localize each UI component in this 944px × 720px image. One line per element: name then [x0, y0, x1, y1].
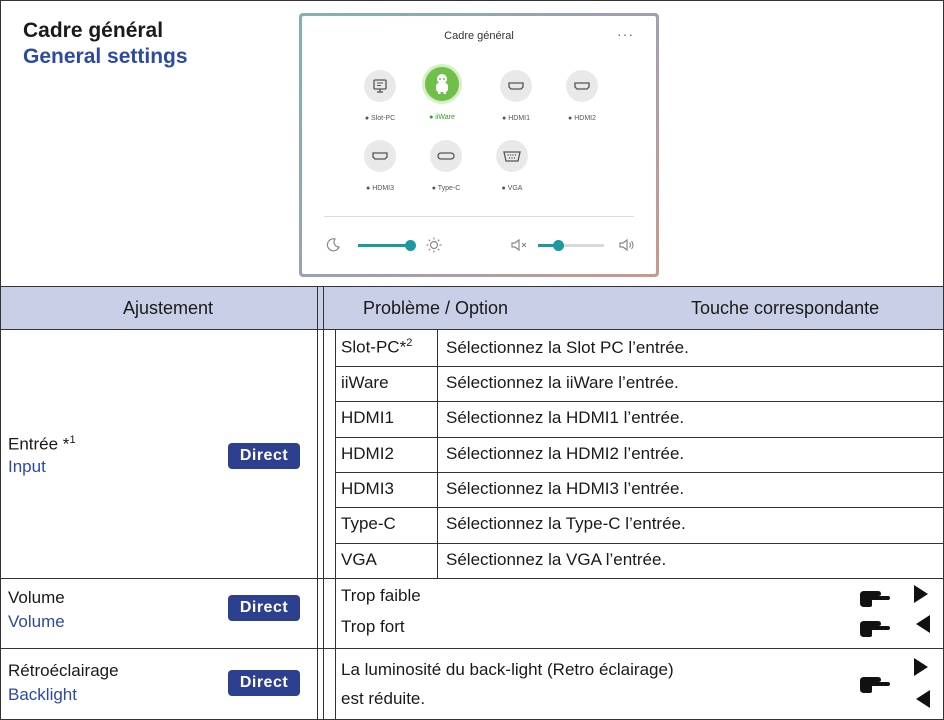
- option-row-divider: [335, 472, 944, 473]
- option-desc: Sélectionnez la Slot PC l’entrée.: [446, 338, 689, 357]
- pointing-hand-icon: [858, 617, 890, 642]
- source-hdmi1[interactable]: [486, 70, 546, 122]
- backlight-line1: La luminosité du back-light (Retro éclairage): [341, 660, 674, 679]
- volume-line2: Trop fort: [341, 617, 405, 636]
- direct-badge: Direct: [228, 595, 300, 621]
- table-double-line-a: [317, 286, 318, 720]
- option-name: VGA: [341, 550, 377, 569]
- option-name: HDMI1: [341, 408, 394, 427]
- hdmi-icon: [566, 70, 598, 102]
- source-label: ● HDMI2: [568, 115, 596, 122]
- android-icon: [422, 64, 462, 104]
- section-header: [0, 0, 944, 286]
- more-menu-icon[interactable]: ···: [617, 26, 634, 42]
- table-header: [0, 286, 944, 330]
- source-slot-pc[interactable]: [350, 70, 410, 122]
- settings-screenshot: [299, 13, 659, 277]
- source-vga[interactable]: [482, 140, 542, 192]
- table-border-left: [0, 330, 1, 720]
- option-row-divider: [335, 401, 944, 402]
- source-type-c[interactable]: [416, 140, 476, 192]
- option-desc: Sélectionnez la HDMI2 l’entrée.: [446, 444, 685, 463]
- source-label: ● Type-C: [431, 185, 461, 192]
- pointing-hand-icon: [858, 673, 890, 698]
- source-label: ● VGA: [501, 185, 523, 192]
- source-label: ● HDMI1: [502, 115, 530, 122]
- header-key: Touche correspondante: [691, 298, 880, 318]
- option-row-divider: [335, 366, 944, 367]
- table-option-divider: [437, 330, 438, 578]
- option-row-divider: [335, 507, 944, 508]
- arrow-left-icon: [916, 615, 930, 633]
- direct-badge: Direct: [228, 443, 300, 469]
- row-divider: [0, 648, 944, 649]
- arrow-left-icon: [916, 690, 930, 708]
- table-inner-left: [335, 330, 336, 720]
- source-label: ● iiWare: [429, 114, 455, 121]
- volume-slider-knob[interactable]: [553, 240, 564, 251]
- backlight-label-fr: Rétroéclairage: [8, 661, 119, 680]
- table-double-line-b: [323, 286, 324, 720]
- source-label: ● HDMI3: [366, 185, 394, 192]
- input-label-en: Input: [8, 457, 46, 476]
- option-name: HDMI2: [341, 444, 394, 463]
- mute-icon: [510, 238, 530, 255]
- source-hdmi2[interactable]: [552, 70, 612, 122]
- option-desc: Sélectionnez la HDMI3 l’entrée.: [446, 479, 685, 498]
- option-desc: Sélectionnez la HDMI1 l’entrée.: [446, 408, 685, 427]
- option-row-divider: [335, 437, 944, 438]
- speaker-icon: [618, 238, 636, 255]
- volume-line1: Trop faible: [341, 586, 421, 605]
- header-problem: Problème / Option: [363, 298, 509, 318]
- section-title-fr: Cadre général: [23, 19, 164, 42]
- input-label-fr: Entrée *$^1$: [8, 434, 76, 454]
- source-hdmi3[interactable]: [350, 140, 410, 192]
- screen-divider: [324, 216, 634, 217]
- usb-c-icon: [430, 140, 462, 172]
- arrow-right-icon: [914, 585, 928, 603]
- option-name: Type-C: [341, 514, 396, 533]
- sun-icon: [426, 237, 442, 256]
- direct-badge: Direct: [228, 670, 300, 696]
- brightness-slider-fill: [358, 244, 410, 247]
- monitor-icon: [364, 70, 396, 102]
- pointing-hand-icon: [858, 587, 890, 612]
- hdmi-icon: [364, 140, 396, 172]
- arrow-right-icon: [914, 658, 928, 676]
- option-name: Slot-PC*$^2$: [341, 337, 413, 357]
- backlight-label-en: Backlight: [8, 685, 77, 704]
- option-desc: Sélectionnez la iiWare l’entrée.: [446, 373, 679, 392]
- row-divider: [0, 578, 944, 579]
- source-label: ● Slot-PC: [364, 115, 396, 122]
- vga-icon: [496, 140, 528, 172]
- option-name: iiWare: [341, 373, 389, 392]
- volume-label-en: Volume: [8, 612, 65, 631]
- brightness-slider-knob[interactable]: [405, 240, 416, 251]
- option-name: HDMI3: [341, 479, 394, 498]
- backlight-line2: est réduite.: [341, 689, 426, 708]
- source-iiware[interactable]: [412, 64, 472, 121]
- option-desc: Sélectionnez la Type-C l’entrée.: [446, 514, 686, 533]
- volume-label-fr: Volume: [8, 588, 65, 607]
- option-desc: Sélectionnez la VGA l’entrée.: [446, 550, 667, 569]
- moon-icon: [326, 238, 340, 255]
- section-title-en: General settings: [23, 45, 188, 68]
- option-row-divider: [335, 543, 944, 544]
- hdmi-icon: [500, 70, 532, 102]
- header-adjustment: Ajustement: [123, 298, 214, 318]
- screen-title: Cadre général: [444, 30, 514, 42]
